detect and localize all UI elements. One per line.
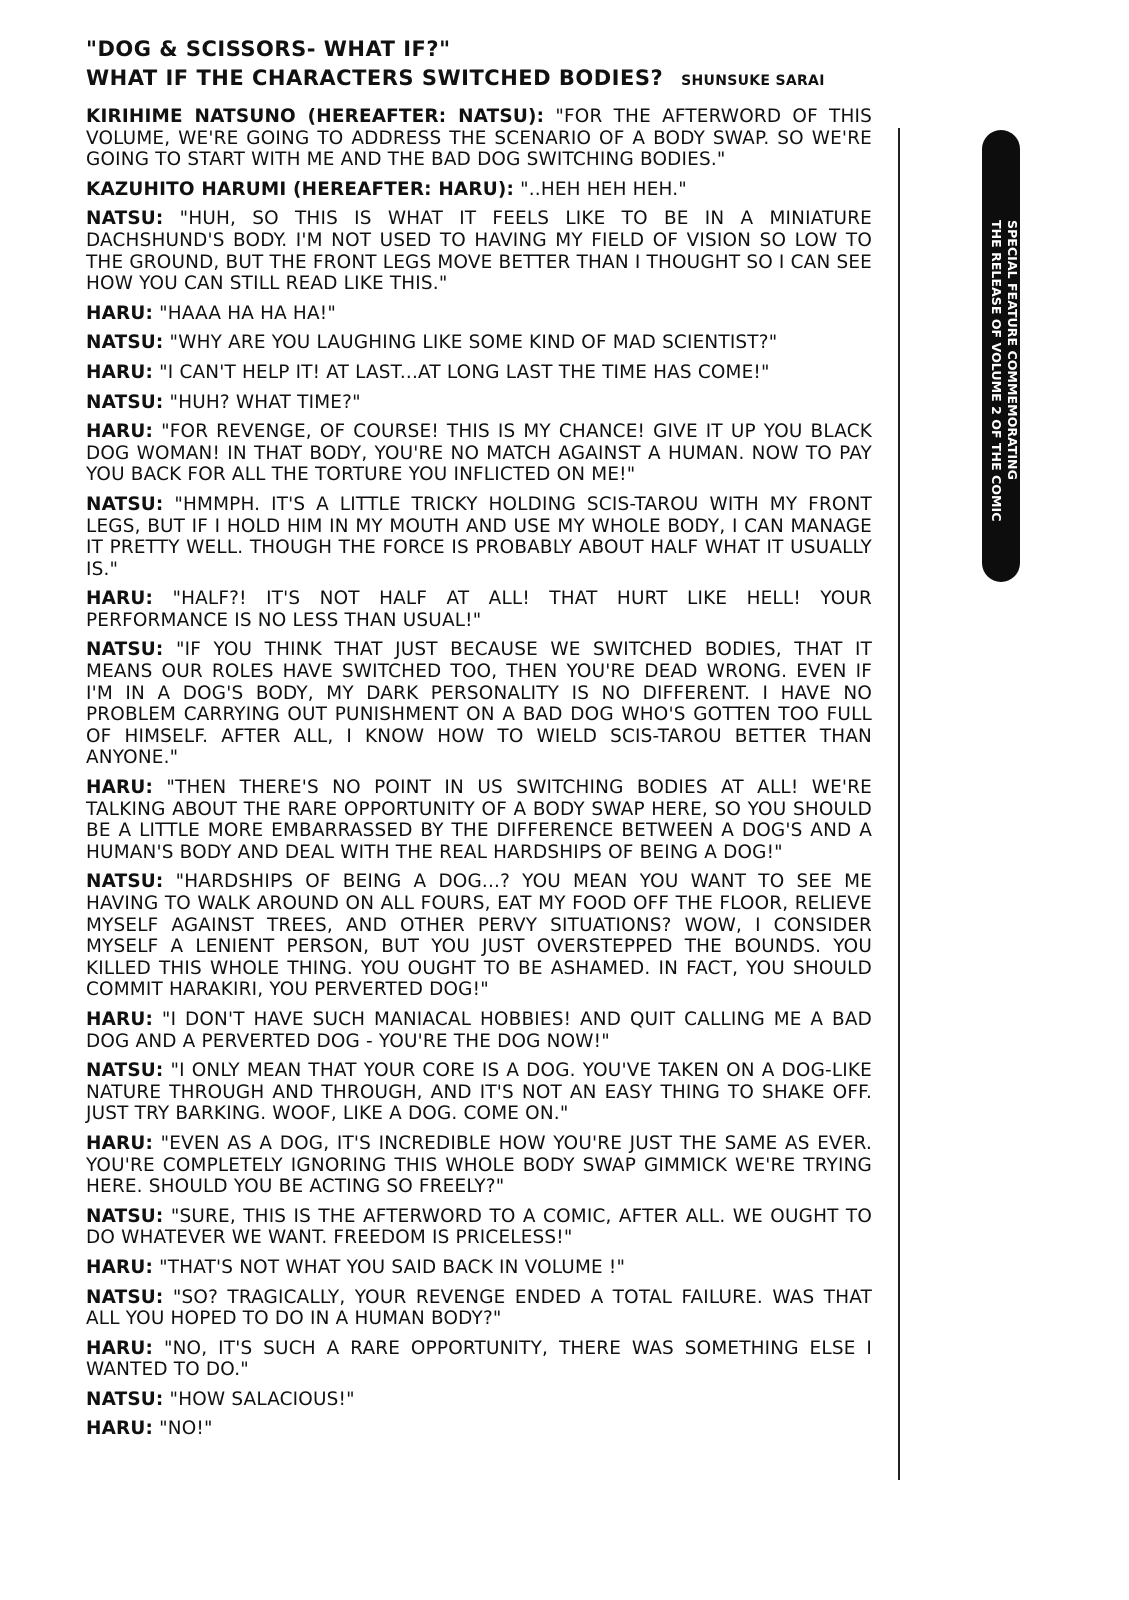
title-block	[86, 36, 886, 96]
dialogue-text: "NO, IT'S SUCH A RARE OPPORTUNITY, THERE WAS SOMETHING ELSE I WANTED TO DO."	[86, 1337, 872, 1381]
dialogue-paragraph	[86, 1060, 872, 1125]
dialogue-text: "FOR REVENGE, OF COURSE! THIS IS MY CHANCE! GIVE IT UP YOU BLACK DOG WOMAN! IN THAT BODY, YOU'RE NO MATCH AGAINST A HUMAN. NOW TO PAY YOU BACK FOR ALL THE TORTURE YOU INFLICTED ON ME!"	[86, 421, 872, 486]
dialogue-paragraph	[86, 1338, 872, 1381]
dialogue-paragraph	[86, 179, 872, 201]
speaker-label: HARU:	[86, 1418, 154, 1440]
dialogue-paragraph	[86, 1418, 872, 1440]
dialogue-text: "IF YOU THINK THAT JUST BECAUSE WE SWITCHED BODIES, THAT IT MEANS OUR ROLES HAVE SWITCHED TOO, THEN YOU'RE DEAD WRONG. EVEN IF I'M IN A DOG'S BODY, MY DARK PERSONALITY IS NO DIFFERENT. I HAVE NO PROBLEM CARRYING OUT PUNISHMENT ON A BAD DOG WHO'S GOTTEN TOO FULL OF HIMSELF. AFTER ALL, I KNOW HOW TO WIELD SCIS-TAROU BETTER THAN ANYONE."	[86, 639, 873, 769]
speaker-label: HARU:	[86, 1337, 154, 1359]
dialogue-paragraph	[86, 421, 872, 486]
speaker-label: NATSU:	[86, 871, 164, 893]
dialogue-paragraph	[86, 1009, 872, 1052]
dialogue-text: "NO!"	[159, 1418, 213, 1440]
speaker-label: HARU:	[86, 1008, 154, 1030]
dialogue-text: "HARDSHIPS OF BEING A DOG...? YOU MEAN YOU WANT TO SEE ME HAVING TO WALK AROUND ON ALL FOURS, EAT MY FOOD OFF THE FLOOR, RELIEVE MYSELF AGAINST TREES, AND OTHER PERVY SITUATIONS? WOW, I CONSIDER MYSELF A LENIENT PERSON, BUT YOU JUST OVERSTEPPED THE BOUNDS. YOU KILLED THIS WHOLE THING. YOU OUGHT TO BE ASHAMED. IN FACT, YOU SHOULD COMMIT HARAKIRI, YOU PERVERTED DOG!"	[86, 871, 873, 1001]
side-tab-line1: SPECIAL FEATURE COMMEMORATING	[1005, 220, 1020, 480]
dialogue-paragraph	[86, 1133, 872, 1198]
dialogue-text: "THEN THERE'S NO POINT IN US SWITCHING BODIES AT ALL! WE'RE TALKING ABOUT THE RARE OPPORTUNITY OF A BODY SWAP HERE, SO YOU SHOULD BE A LITTLE MORE EMBARRASSED BY THE DIFFERENCE BETWEEN A DOG'S AND A HUMAN'S BODY AND DEAL WITH THE REAL HARDSHIPS OF BEING A DOG!"	[86, 777, 872, 863]
speaker-label: NATSU:	[86, 639, 164, 661]
dialogue-paragraph	[86, 1389, 872, 1411]
dialogue-text: "THAT'S NOT WHAT YOU SAID BACK IN VOLUME !"	[159, 1256, 626, 1278]
speaker-label: NATSU:	[86, 1286, 164, 1308]
speaker-label: NATSU:	[86, 332, 164, 354]
dialogue-paragraph	[86, 1257, 872, 1279]
dialogue-paragraph	[86, 871, 872, 1001]
speaker-label: HARU:	[86, 588, 154, 610]
dialogue-paragraph	[86, 332, 872, 354]
speaker-label: KAZUHITO HARUMI (HEREAFTER: HARU):	[86, 178, 515, 200]
dialogue-text: "HUH? WHAT TIME?"	[169, 391, 361, 413]
dialogue-paragraph	[86, 588, 872, 631]
dialogue-paragraph	[86, 639, 872, 769]
speaker-label: HARU:	[86, 361, 154, 383]
dialogue-paragraph	[86, 106, 872, 171]
dialogue-text: "HALF?! IT'S NOT HALF AT ALL! THAT HURT LIKE HELL! YOUR PERFORMANCE IS NO LESS THAN USUAL!"	[86, 588, 873, 631]
dialogue-text: "I DON'T HAVE SUCH MANIACAL HOBBIES! AND QUIT CALLING ME A BAD DOG AND A PERVERTED DOG - YOU'RE THE DOG NOW!"	[86, 1008, 872, 1052]
dialogue-text: "FOR THE AFTERWORD OF THIS VOLUME, WE'RE GOING TO ADDRESS THE SCENARIO OF A BODY SWAP. SO WE'RE GOING TO START WITH ME AND THE BAD DOG SWITCHING BODIES."	[86, 106, 872, 171]
side-tab-text	[982, 130, 1020, 582]
speaker-label: NATSU:	[86, 208, 164, 230]
speaker-label: HARU:	[86, 421, 154, 443]
page-title: "DOG & SCISSORS- WHAT IF?"	[86, 37, 451, 61]
dialogue-text: "I CAN'T HELP IT! AT LAST...AT LONG LAST THE TIME HAS COME!"	[159, 361, 770, 383]
dialogue-text: "HOW SALACIOUS!"	[169, 1388, 355, 1410]
speaker-label: HARU:	[86, 1256, 154, 1278]
page-subtitle	[86, 63, 886, 96]
speaker-label: NATSU:	[86, 1205, 164, 1227]
dialogue-body	[86, 106, 872, 1448]
speaker-label: HARU:	[86, 302, 154, 324]
dialogue-text: "I ONLY MEAN THAT YOUR CORE IS A DOG. YOU'VE TAKEN ON A DOG-LIKE NATURE THROUGH AND THROUGH, AND IT'S NOT AN EASY THING TO SHAKE OFF. JUST TRY BARKING. WOOF, LIKE A DOG. COME ON."	[86, 1060, 873, 1125]
author-name: SHUNSUKE SARAI	[681, 73, 825, 89]
dialogue-text: "EVEN AS A DOG, IT'S INCREDIBLE HOW YOU'RE JUST THE SAME AS EVER. YOU'RE COMPLETELY IGNORING THIS WHOLE BODY SWAP GIMMICK WE'RE TRYING HERE. SHOULD YOU BE ACTING SO FREELY?"	[86, 1132, 873, 1198]
side-tab-line2: THE RELEASE OF VOLUME 2 OF THE COMIC	[989, 220, 1004, 522]
dialogue-paragraph	[86, 303, 872, 325]
side-tab	[982, 130, 1020, 582]
dialogue-text: "SO? TRAGICALLY, YOUR REVENGE ENDED A TOTAL FAILURE. WAS THAT ALL YOU HOPED TO DO IN A HUMAN BODY?"	[86, 1286, 873, 1330]
speaker-label: NATSU:	[86, 493, 164, 515]
dialogue-text: "HMMPH. IT'S A LITTLE TRICKY HOLDING SCIS-TAROU WITH MY FRONT LEGS, BUT IF I HOLD HIM IN MY MOUTH AND USE MY WHOLE BODY, I CAN MANAGE IT PRETTY WELL. THOUGH THE FORCE IS PROBABLY ABOUT HALF WHAT IT USUALLY IS."	[86, 493, 872, 580]
speaker-label: HARU:	[86, 777, 154, 799]
dialogue-paragraph	[86, 392, 872, 414]
vertical-divider	[898, 128, 900, 1480]
dialogue-text: "HAAA HA HA HA!"	[159, 302, 336, 324]
dialogue-text: "WHY ARE YOU LAUGHING LIKE SOME KIND OF MAD SCIENTIST?"	[169, 332, 778, 354]
dialogue-paragraph	[86, 1206, 872, 1249]
speaker-label: KIRIHIME NATSUNO (HEREAFTER: NATSU):	[86, 106, 545, 127]
dialogue-text: "SURE, THIS IS THE AFTERWORD TO A COMIC, AFTER ALL. WE OUGHT TO DO WHATEVER WE WANT. FREEDOM IS PRICELESS!"	[86, 1205, 873, 1249]
speaker-label: HARU:	[86, 1132, 154, 1154]
dialogue-paragraph	[86, 208, 872, 294]
subtitle-text: WHAT IF THE CHARACTERS SWITCHED BODIES?	[86, 66, 664, 90]
dialogue-paragraph	[86, 362, 872, 384]
speaker-label: NATSU:	[86, 1388, 164, 1410]
dialogue-paragraph	[86, 1287, 872, 1330]
dialogue-paragraph	[86, 777, 872, 863]
dialogue-paragraph	[86, 494, 872, 580]
speaker-label: NATSU:	[86, 391, 164, 413]
dialogue-text: "HUH, SO THIS IS WHAT IT FEELS LIKE TO BE IN A MINIATURE DACHSHUND'S BODY. I'M NOT USED TO HAVING MY FIELD OF VISION SO LOW TO THE GROUND, BUT THE FRONT LEGS MOVE BETTER THAN I THOUGHT SO I CAN SEE HOW YOU CAN STILL READ LIKE THIS."	[86, 208, 873, 295]
dialogue-text: "..HEH HEH HEH."	[520, 178, 687, 200]
speaker-label: NATSU:	[86, 1060, 164, 1082]
